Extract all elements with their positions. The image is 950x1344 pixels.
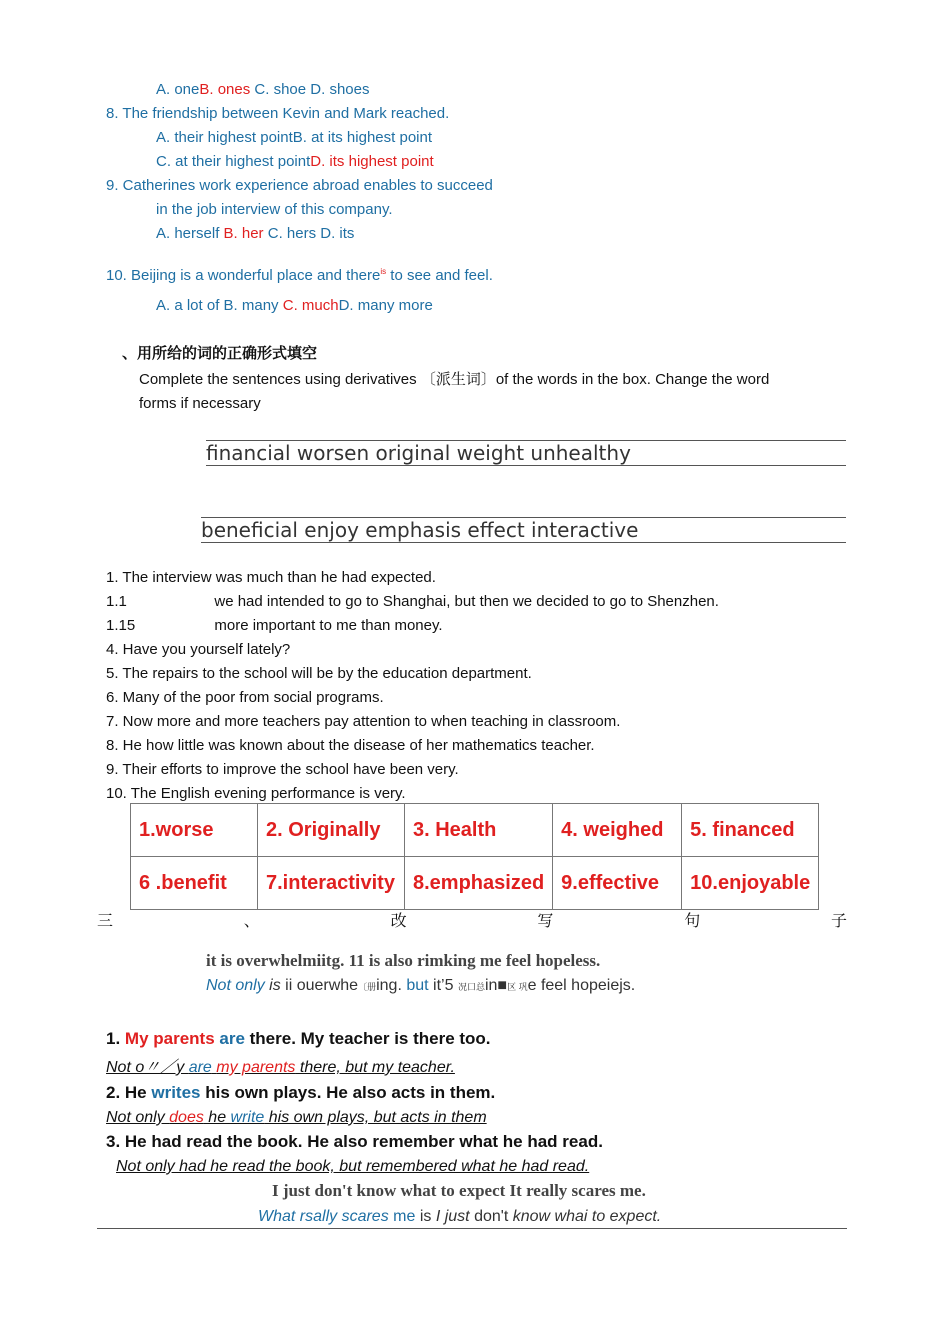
fill-sentence: 4. Have you yourself lately? [106, 641, 291, 658]
fill-sentence: 10. The English evening performance is very. [106, 785, 406, 802]
rewrite-part: is [264, 977, 281, 994]
answer-part: his own plays, but acts in them [264, 1109, 487, 1126]
rewrite-part: 〔册 [358, 982, 377, 992]
rewrite-part: it’5 [428, 977, 458, 994]
answer-part: there, but my teacher. [295, 1059, 455, 1076]
question-part: are [214, 1029, 245, 1048]
rewrite-answer-1 [106, 1058, 455, 1078]
rewrite-part: Not only [206, 977, 265, 994]
heading-char: 写 [537, 911, 554, 930]
answer-part: are [188, 1059, 212, 1076]
answer-cell: 8.emphasized [405, 857, 553, 910]
heading-char: 子 [830, 911, 847, 930]
answer-cell: 3. Health [405, 804, 553, 857]
answer-cell: 9.effective [553, 857, 682, 910]
answer-part: does [169, 1109, 204, 1126]
answer-row [131, 804, 819, 857]
rewrite-answer-3: Not only had he read the book, but remembered what he had read. [116, 1158, 590, 1175]
q10-stem [106, 262, 493, 286]
answer-part: I just [435, 1208, 470, 1225]
q9-stem: 9. Catherines work experience abroad enables to succeed [106, 177, 493, 194]
q9-option-b: B. her [223, 225, 264, 242]
q8-options-cd [156, 152, 434, 172]
q8-option-c: C. at their highest point [156, 153, 311, 170]
answer-part: Not o〃／y [106, 1059, 189, 1076]
section2-instruction-line2: forms if necessary [139, 395, 261, 412]
heading-char: 改 [390, 911, 407, 930]
q7-option-b: B. ones [199, 81, 251, 98]
q8-stem: 8. The friendship between Kevin and Mark reached. [106, 105, 450, 122]
rewrite-question-1 [106, 1029, 491, 1049]
rewrite-answer-4 [258, 1207, 661, 1227]
answer-row [131, 857, 819, 910]
example-sentence: it is overwhelmiitg. 11 is also rimking me feel hopeless. [206, 951, 601, 970]
heading-char: 三 [97, 911, 114, 930]
bottom-rule [97, 1228, 847, 1229]
fill-sentence: 5. The repairs to the school will be by the education department. [106, 665, 532, 682]
q8-option-d: D. its highest point [310, 153, 434, 170]
answer-cell: 1.worse [131, 804, 258, 857]
question-part: there. My teacher is there too. [244, 1029, 491, 1048]
q10-option-c: C. much [282, 297, 339, 314]
rewrite-part: 区 巩 [507, 982, 528, 992]
rewrite-part: in■ [484, 977, 508, 994]
word-box-line1: financial worsen original weight unhealthy [206, 441, 631, 465]
section2-heading: 、用所给的词的正确形式填空 [122, 344, 318, 362]
rewrite-part: but [406, 977, 429, 994]
fill-sentence: 6. Many of the poor from social programs. [106, 689, 384, 706]
word-box-line2: beneficial enjoy emphasis effect interactive [201, 518, 639, 542]
example-rewrite [206, 976, 635, 997]
answer-part: is [415, 1208, 436, 1225]
section3-heading [97, 911, 847, 931]
answer-cell: 4. weighed [553, 804, 682, 857]
q7-option-cd: C. shoe D. shoes [250, 81, 370, 98]
answer-table [130, 803, 819, 910]
word-box-rule [206, 465, 846, 466]
fill-sentence: 9. Their efforts to improve the school have been very. [106, 761, 459, 778]
fill-sentence: 8. He how little was known about the disease of her mathematics teacher. [106, 737, 595, 754]
q10-option-d: D. many more [338, 297, 433, 314]
rewrite-question-2 [106, 1083, 495, 1103]
q10-stem-end: to see and feel. [386, 267, 493, 284]
q9-option-cd: C. hers D. its [263, 225, 355, 242]
fill-sentence: 1. The interview was much than he had expected. [106, 569, 436, 586]
q9-stem-cont: in the job interview of this company. [156, 201, 393, 218]
answer-part: me [393, 1208, 416, 1225]
q7-options [156, 80, 369, 100]
section2-instruction-line1: Complete the sentences using derivatives 〔派生词〕of the words in the box. Change the word [139, 371, 770, 388]
question-number: 1. [106, 1029, 125, 1048]
question-part: his own plays. He also acts in them. [200, 1083, 496, 1102]
fill-sentence: 1.15 more important to me than money. [106, 617, 443, 634]
rewrite-answer-2 [106, 1108, 487, 1128]
rewrite-part: 况口总 [457, 982, 485, 992]
answer-part: know whai to expect. [512, 1208, 662, 1225]
rewrite-part: ing. [376, 977, 407, 994]
fill-sentence: 1.1 we had intended to go to Shanghai, but then we decided to go to Shenzhen. [106, 593, 719, 610]
question-part: My parents [124, 1029, 215, 1048]
answer-part: don't [469, 1208, 513, 1225]
answer-cell: 6 .benefit [131, 857, 258, 910]
rewrite-part: e feel hopeiejs. [527, 977, 636, 994]
answer-part: What rsally scares [258, 1208, 394, 1225]
rewrite-question-3: 3. He had read the book. He also remember what he had read. [106, 1132, 603, 1151]
answer-cell: 7.interactivity [258, 857, 405, 910]
answer-cell: 5. financed [682, 804, 819, 857]
question-part: writes [151, 1083, 201, 1102]
q7-option-a: A. one [156, 81, 200, 98]
answer-part: Not only [106, 1109, 170, 1126]
answer-part: he [203, 1109, 231, 1126]
q10-stem-text: 10. Beijing is a wonderful place and there [106, 267, 381, 284]
q10-options [156, 296, 433, 316]
rewrite-question-4: I just don't know what to expect It really scares me. [272, 1181, 646, 1200]
answer-part: write [230, 1109, 265, 1126]
question-part: 2. He [106, 1083, 152, 1102]
q10-option-ab: A. a lot of B. many [156, 297, 283, 314]
answer-part: my parents [216, 1059, 296, 1076]
q8-options-ab: A. their highest pointB. at its highest point [156, 129, 432, 146]
q10-sup: is [380, 267, 387, 276]
q9-options [156, 224, 354, 244]
heading-char: 句 [684, 911, 701, 930]
word-box-rule [201, 542, 846, 543]
q9-option-a: A. herself [156, 225, 224, 242]
heading-char: 、 [243, 911, 260, 930]
answer-cell: 2. Originally [258, 804, 405, 857]
rewrite-part: ii ouerwhe [280, 977, 359, 994]
fill-sentence: 7. Now more and more teachers pay attention to when teaching in classroom. [106, 713, 621, 730]
answer-cell: 10.enjoyable [682, 857, 819, 910]
